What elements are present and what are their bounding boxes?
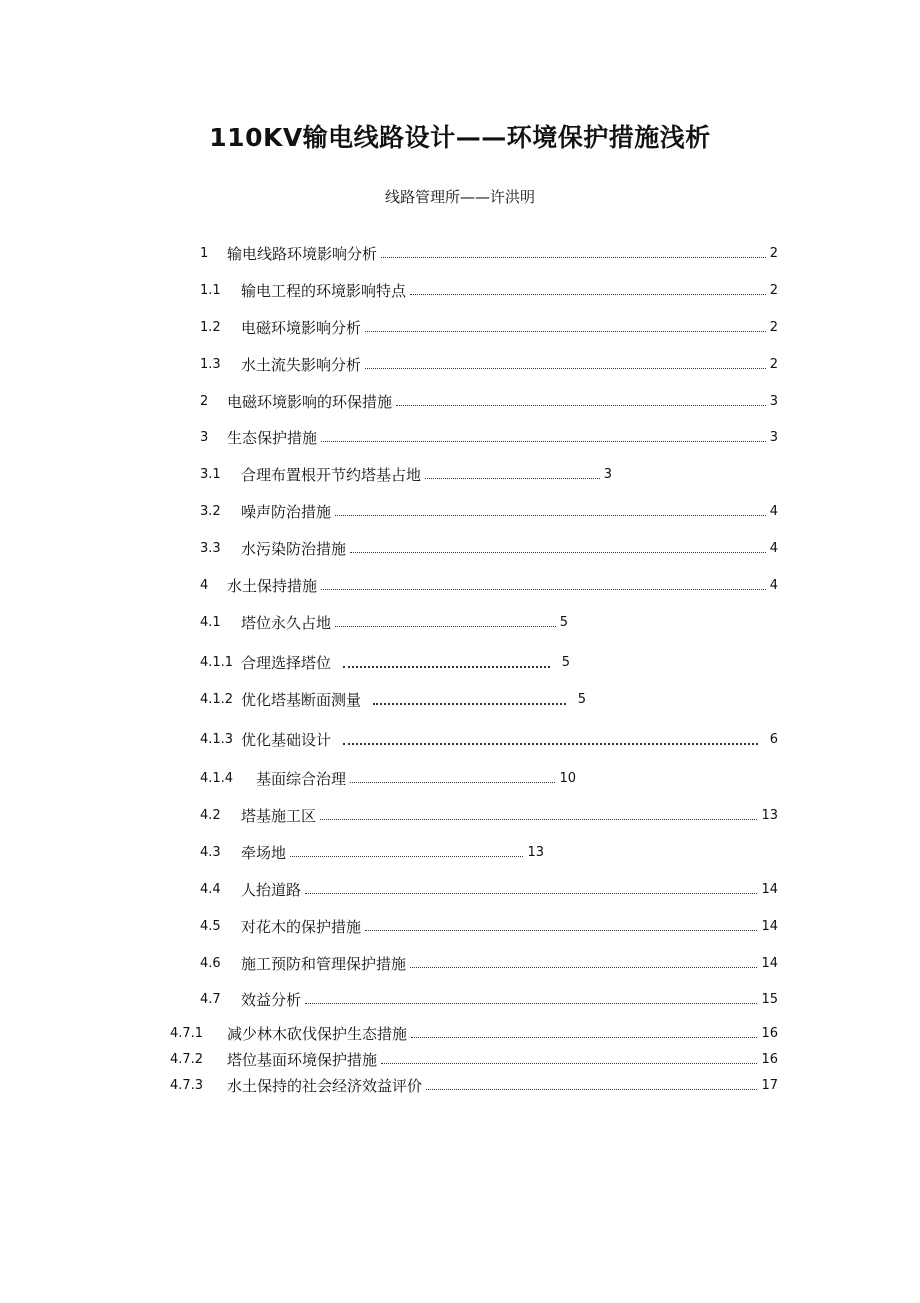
- toc-label: 水土保持的社会经济效益评价: [227, 1076, 423, 1095]
- toc-entry[interactable]: [200, 988, 778, 1010]
- toc-page-number: 5: [559, 614, 568, 630]
- toc-page-number: 4: [769, 503, 778, 519]
- toc-leader: [350, 551, 766, 553]
- toc-label: 减少林木砍伐保护生态措施: [227, 1024, 408, 1043]
- toc-page-number: 3: [769, 429, 778, 445]
- toc-leader: [411, 1036, 757, 1038]
- toc-leader: [321, 588, 766, 590]
- toc-leader: [335, 625, 556, 627]
- toc-entry[interactable]: [200, 915, 778, 937]
- toc-number: 1.3: [200, 356, 221, 372]
- toc-number: 4.1.1: [200, 654, 234, 670]
- toc-label: 噪声防治措施: [241, 502, 332, 521]
- toc-label: 输电线路环境影响分析: [227, 244, 378, 263]
- toc-page-number: 2: [769, 245, 778, 261]
- toc-entry[interactable]: [200, 878, 778, 900]
- toc-leader: [365, 367, 766, 369]
- toc-page-number: 15: [761, 991, 778, 1007]
- toc-label: 对花木的保护措施: [241, 917, 362, 936]
- toc-page-number: 2: [769, 319, 778, 335]
- toc-number: 4.7.2: [170, 1051, 204, 1067]
- toc-page-number: 13: [527, 844, 544, 860]
- toc-number: 4.3: [200, 844, 221, 860]
- toc-number: 3.3: [200, 540, 221, 556]
- toc-number: 4.1: [200, 614, 221, 630]
- toc-number: 4.2: [200, 807, 221, 823]
- toc-page-number: 3: [603, 466, 612, 482]
- toc-leader: [305, 1002, 757, 1004]
- toc-label: 优化基础设计: [241, 730, 332, 749]
- toc-entry[interactable]: [200, 611, 568, 633]
- toc-page-number: 5: [561, 654, 570, 670]
- toc-number: 4.1.3: [200, 731, 234, 747]
- toc-label: 输电工程的环境影响特点: [241, 281, 407, 300]
- toc-number: 4.7: [200, 991, 221, 1007]
- toc-leader: [425, 477, 600, 479]
- toc-number: 1.1: [200, 282, 221, 298]
- toc-number: 4.7.1: [170, 1025, 204, 1041]
- toc-page-number: 3: [769, 393, 778, 409]
- toc-label: 生态保护措施: [227, 428, 318, 447]
- toc-entry[interactable]: [200, 426, 778, 448]
- toc-page-number: 16: [761, 1025, 778, 1041]
- toc-label: 合理布置根开节约塔基占地: [241, 465, 422, 484]
- toc-leader: [381, 256, 766, 258]
- toc-label: 塔基施工区: [241, 806, 317, 825]
- document-title: 110KV输电线路设计——环境保护措施浅析: [209, 123, 711, 152]
- toc-label: 塔位永久占地: [241, 613, 332, 632]
- toc-label: 人抬道路: [241, 880, 302, 899]
- toc-page-number: 4: [769, 577, 778, 593]
- toc-number: 2: [200, 393, 209, 409]
- toc-entry[interactable]: [200, 500, 778, 522]
- toc-page-number: 14: [761, 955, 778, 971]
- toc-leader: [410, 966, 757, 968]
- toc-entry[interactable]: [200, 952, 778, 974]
- toc-number: 4.7.3: [170, 1077, 204, 1093]
- toc-leader: [305, 892, 757, 894]
- toc-label: 水土流失影响分析: [241, 355, 362, 374]
- toc-label: 水土保持措施: [227, 576, 318, 595]
- toc-page-number: 6: [769, 731, 778, 747]
- toc-leader: [365, 929, 757, 931]
- toc-number: 4.6: [200, 955, 221, 971]
- toc-leader: [335, 514, 766, 516]
- toc-page-number: 10: [559, 770, 576, 786]
- toc-page-number: 17: [761, 1077, 778, 1093]
- toc-page-number: 16: [761, 1051, 778, 1067]
- toc-number: 4.1.4: [200, 770, 234, 786]
- toc-page-number: 2: [769, 356, 778, 372]
- toc-leader: [396, 404, 766, 406]
- toc-number: 4.5: [200, 918, 221, 934]
- toc-leader: [373, 702, 566, 705]
- toc-number: 4.4: [200, 881, 221, 897]
- toc-entry[interactable]: [200, 537, 778, 559]
- toc-leader: [381, 1062, 757, 1064]
- toc-number: 1: [200, 245, 209, 261]
- document-subtitle: 线路管理所——许洪明: [384, 188, 535, 206]
- toc-entry[interactable]: [200, 728, 778, 750]
- toc-page-number: 4: [769, 540, 778, 556]
- toc-leader: [290, 855, 523, 857]
- toc-label: 牵场地: [241, 843, 287, 862]
- toc-entry[interactable]: [200, 279, 778, 301]
- toc-number: 4.1.2: [200, 691, 234, 707]
- toc-entry[interactable]: [200, 390, 778, 412]
- toc-number: 3.1: [200, 466, 221, 482]
- toc-entry[interactable]: [200, 651, 570, 673]
- toc-entry[interactable]: [200, 353, 778, 375]
- toc-label: 基面综合治理: [256, 769, 347, 788]
- toc-leader: [410, 293, 766, 295]
- toc-page-number: 13: [761, 807, 778, 823]
- toc-entry[interactable]: [200, 688, 586, 710]
- toc-number: 3.2: [200, 503, 221, 519]
- toc-page-number: 14: [761, 918, 778, 934]
- toc-label: 电磁环境影响分析: [241, 318, 362, 337]
- toc-page-number: 5: [577, 691, 586, 707]
- toc-entry[interactable]: [200, 242, 778, 264]
- toc-entry[interactable]: [200, 767, 576, 789]
- toc-label: 水污染防治措施: [241, 539, 347, 558]
- toc-page-number: 2: [769, 282, 778, 298]
- toc-number: 4: [200, 577, 209, 593]
- toc-label: 合理选择塔位: [241, 653, 332, 672]
- toc-entry[interactable]: [200, 804, 778, 826]
- toc-leader: [350, 781, 555, 783]
- toc-entry[interactable]: [170, 1022, 778, 1044]
- toc-label: 效益分析: [241, 990, 302, 1009]
- toc-number: 3: [200, 429, 209, 445]
- toc-label: 电磁环境影响的环保措施: [227, 392, 393, 411]
- toc-label: 施工预防和管理保护措施: [241, 954, 407, 973]
- toc-number: 1.2: [200, 319, 221, 335]
- toc-leader: [343, 665, 550, 668]
- toc-label: 塔位基面环境保护措施: [227, 1050, 378, 1069]
- toc-leader: [320, 818, 757, 820]
- toc-leader: [365, 330, 766, 332]
- toc-entry[interactable]: [170, 1074, 778, 1096]
- toc-entry[interactable]: [200, 316, 778, 338]
- toc-leader: [343, 742, 758, 745]
- toc-page-number: 14: [761, 881, 778, 897]
- toc-leader: [426, 1088, 757, 1090]
- toc-entry[interactable]: [200, 841, 544, 863]
- toc-entry[interactable]: [170, 1048, 778, 1070]
- toc-label: 优化塔基断面测量: [241, 690, 362, 709]
- toc-entry[interactable]: [200, 574, 778, 596]
- toc-leader: [321, 440, 766, 442]
- toc-entry[interactable]: [200, 463, 612, 485]
